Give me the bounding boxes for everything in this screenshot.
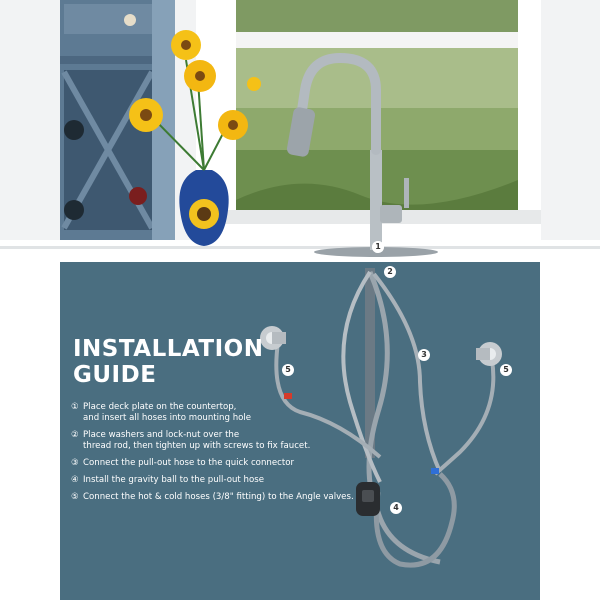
step-5: [71, 492, 371, 503]
step-number: ①: [71, 402, 79, 412]
callout-2: 2: [384, 266, 396, 278]
angle-valve-icon: [260, 326, 502, 366]
step-line: Place washers and lock-nut over the: [83, 430, 240, 440]
guide-title: [73, 336, 263, 388]
step-line: thread rod, then tighten up with screws to fix faucet.: [83, 441, 311, 451]
step-number: ③: [71, 458, 79, 468]
step-number: ②: [71, 430, 79, 440]
step-4: [71, 475, 371, 486]
step-text: [83, 458, 371, 469]
guide-title-line2: GUIDE: [73, 362, 157, 388]
step-line: Connect the pull-out hose to the quick connector: [83, 458, 295, 468]
instruction-steps: [71, 402, 371, 509]
installation-guide-panel: [60, 262, 540, 600]
kitchen-faucet-photo: [0, 0, 600, 262]
callout-5-right: 5: [500, 364, 512, 376]
step-number: ④: [71, 475, 79, 485]
step-line: and insert all hoses into mounting hole: [83, 413, 252, 423]
callout-1: 1: [372, 241, 384, 253]
step-text: [83, 492, 371, 503]
callout-3: 3: [418, 349, 430, 361]
step-3: [71, 458, 371, 469]
step-text: [83, 475, 371, 486]
guide-title-line1: INSTALLATION: [73, 336, 264, 362]
callout-4: 4: [390, 502, 402, 514]
step-line: Install the gravity ball to the pull-out hose: [83, 475, 264, 485]
step-text: [83, 402, 371, 424]
step-text: [83, 430, 371, 452]
callout-5-left: 5: [282, 364, 294, 376]
step-2: [71, 430, 371, 452]
step-line: Place deck plate on the countertop,: [83, 402, 237, 412]
step-1: [71, 402, 371, 424]
step-number: ⑤: [71, 492, 79, 502]
step-line: Connect the hot & cold hoses (3/8" fitting) to the Angle valves.: [83, 492, 354, 502]
